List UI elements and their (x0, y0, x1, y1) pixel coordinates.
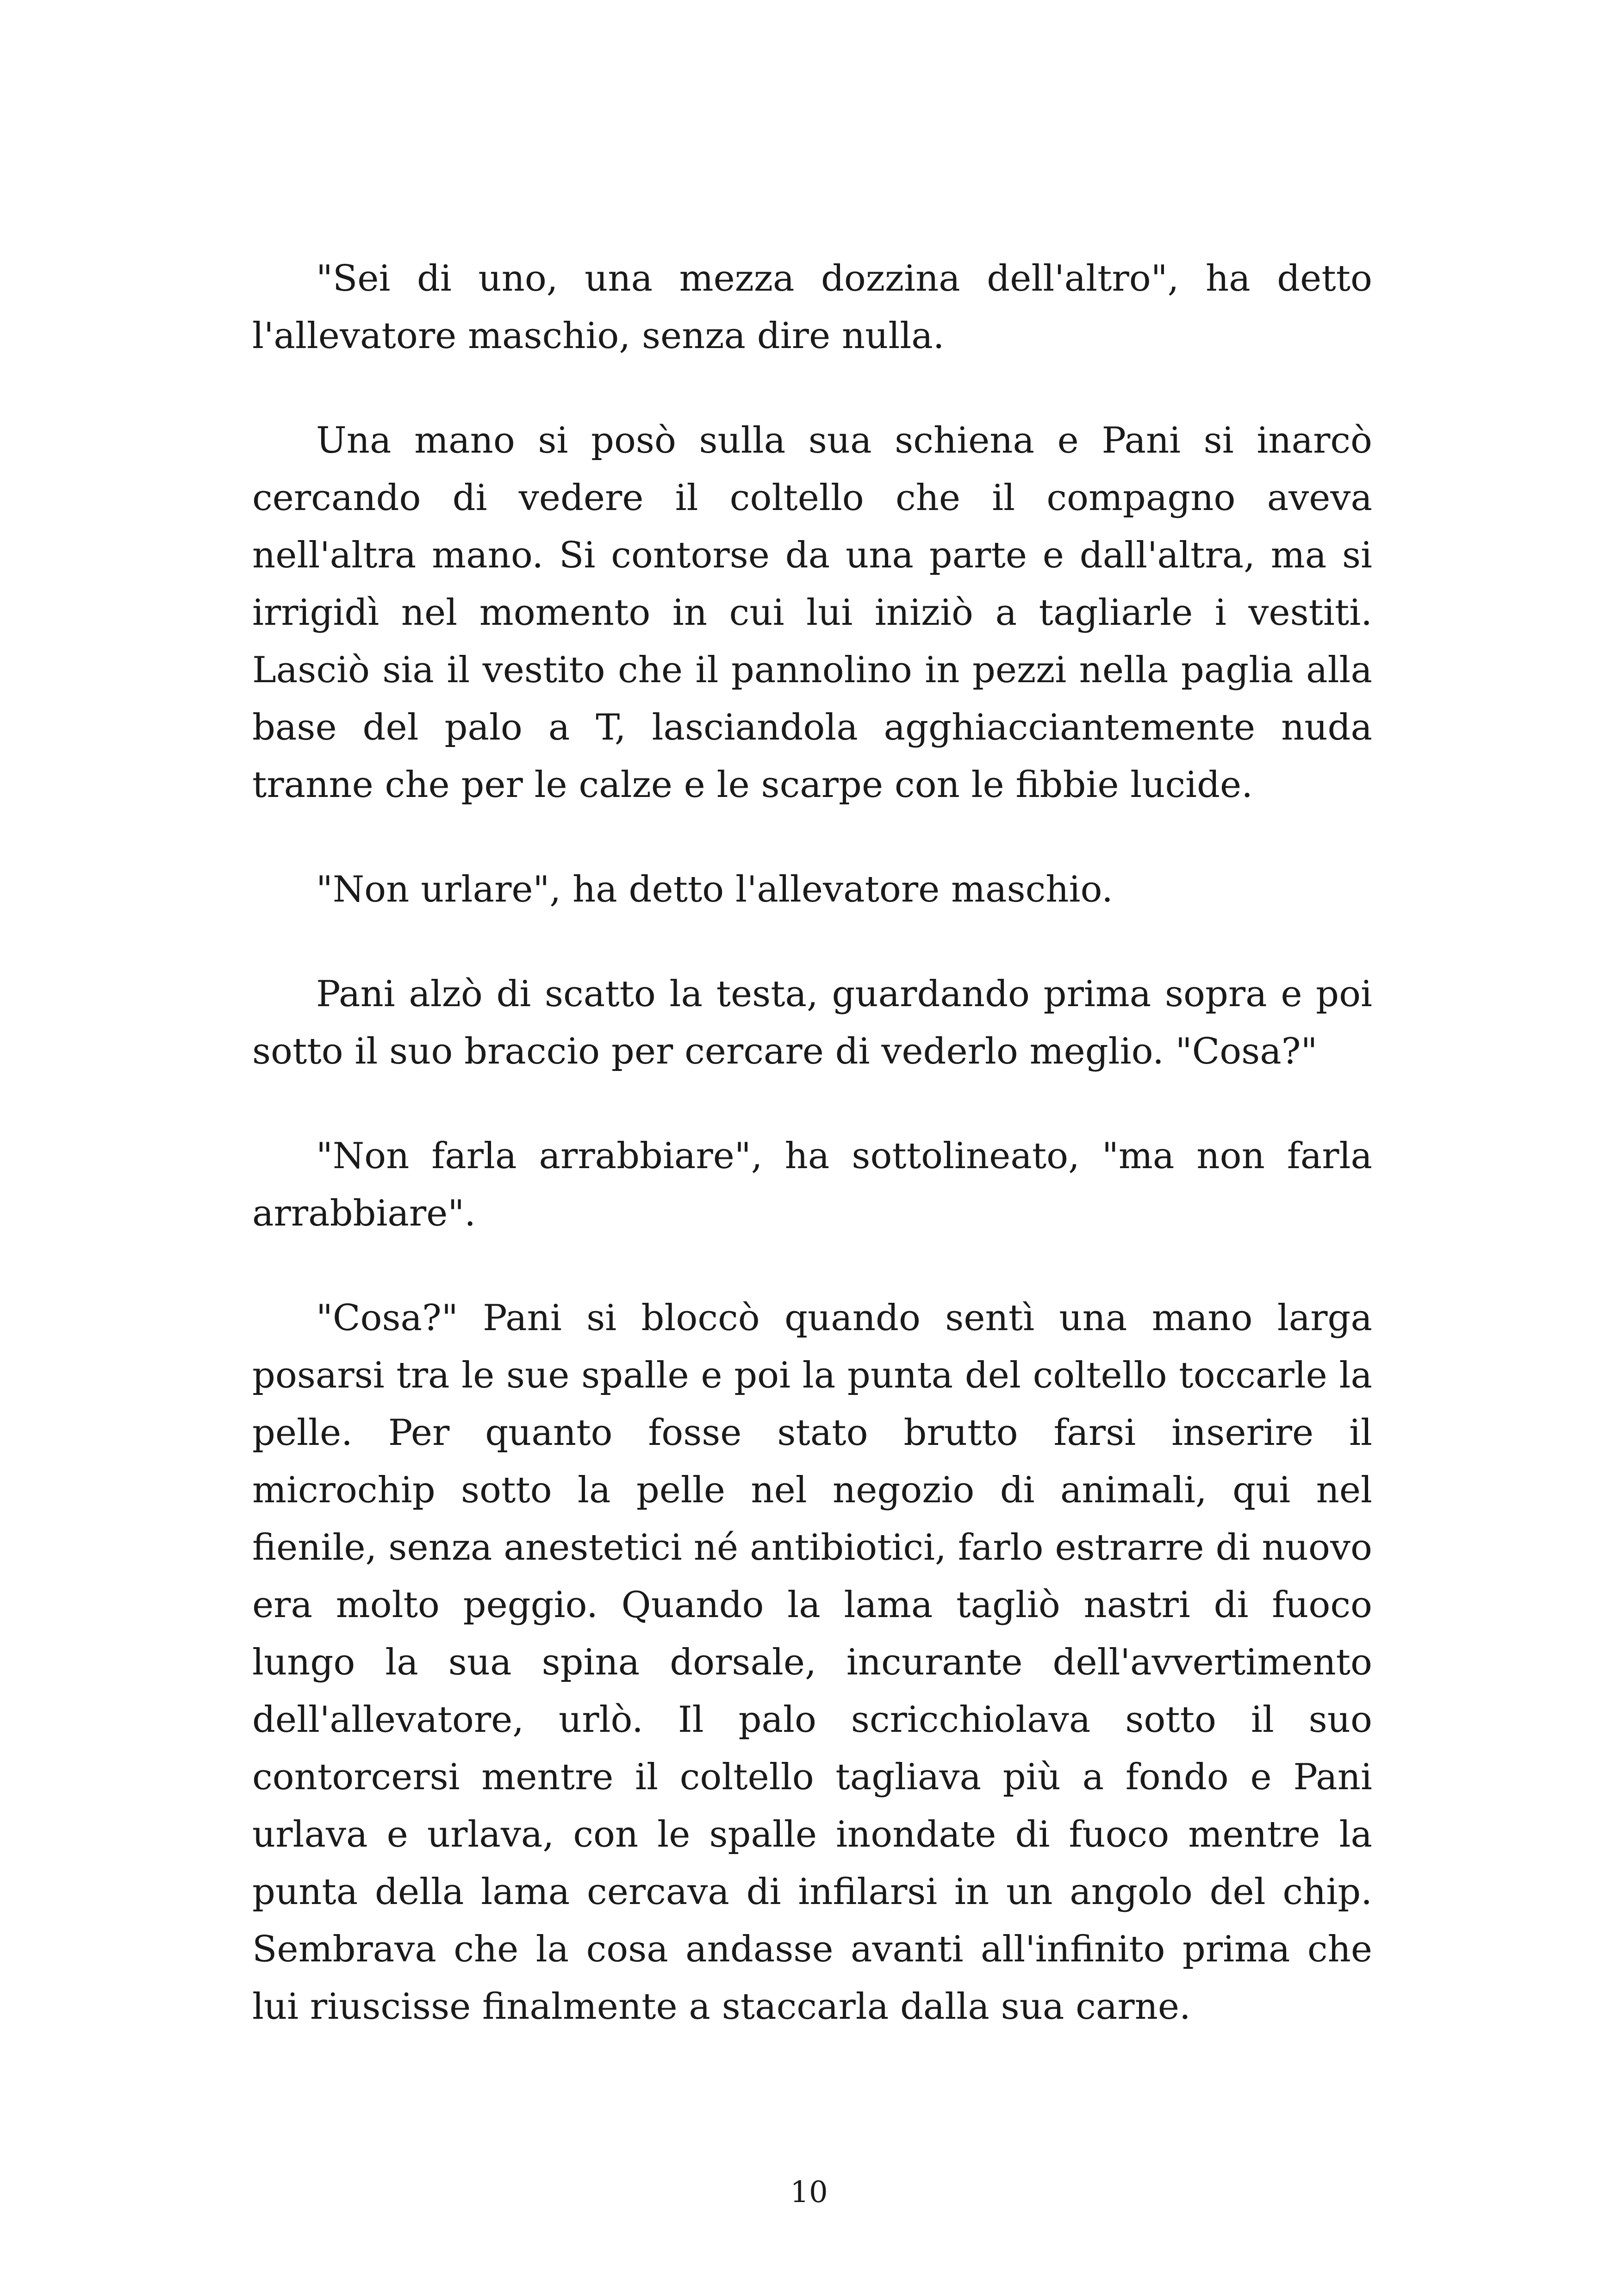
paragraph-5: "Non farla arrabbiare", ha sottolineato, "ma non farla arrabbiare". (252, 1135, 1372, 1234)
paragraph-4: Pani alzò di scatto la testa, guardando prima sopra e poi sotto il suo braccio per cercare di vederlo meglio. "Cosa?" (252, 973, 1372, 1072)
page-body (252, 250, 1372, 2083)
paragraph-2: Una mano si posò sulla sua schiena e Pani si inarcò cercando di vedere il coltello che il compagno aveva nell'altra mano. Si contorse da una parte e dall'altra, ma si irrigidì nel momento in cui lui iniziò a tagliarle i vestiti. Lasciò sia il vestito che il pannolino in pezzi nella paglia alla base del palo a T, lasciandola agghiacciantemente nuda tranne che per le calze e le scarpe con le fibbie lucide. (252, 420, 1372, 806)
paragraph-1: "Sei di uno, una mezza dozzina dell'altro", ha detto l'allevatore maschio, senza dire nulla. (252, 258, 1372, 357)
page-number: 10 (790, 2175, 828, 2209)
paragraph-3: "Non urlare", ha detto l'allevatore maschio. (316, 869, 1113, 910)
paragraph-6: "Cosa?" Pani si bloccò quando sentì una mano larga posarsi tra le sue spalle e poi la punta del coltello toccarle la pelle. Per quanto fosse stato brutto farsi inserire il microchip sotto la pelle nel negozio di animali, qui nel fienile, senza anestetici né antibiotici, farlo estrarre di nuovo era molto peggio. Quando la lama tagliò nastri di fuoco lungo la sua spina dorsale, incurante dell'avvertimento dell'allevatore, urlò. Il palo scricchiolava sotto il suo contorcersi mentre il coltello tagliava più a fondo e Pani urlava e urlava, con le spalle inondate di fuoco mentre la punta della lama cercava di infilarsi in un angolo del chip. Sembrava che la cosa andasse avanti all'infinito prima che lui riuscisse finalmente a staccarla dalla sua carne. (252, 1297, 1372, 2028)
